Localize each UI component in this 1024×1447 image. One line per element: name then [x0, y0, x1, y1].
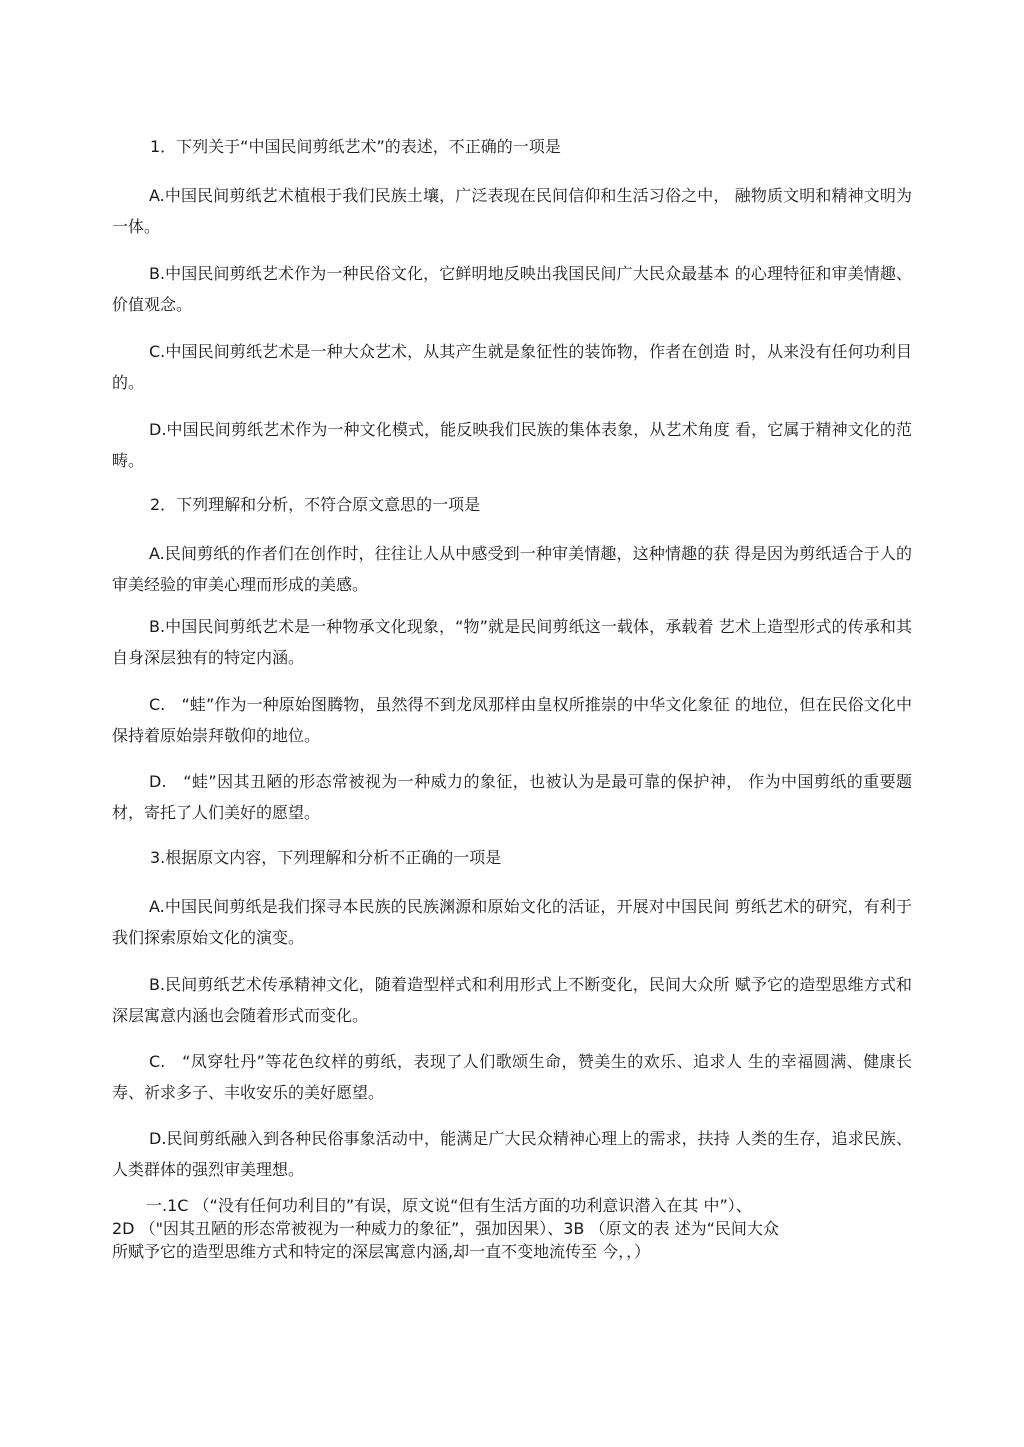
question-3-option-b: B.民间剪纸艺术传承精神文化，随着造型样式和利用形式上不断变化，民间大众所 赋予它的造型思维方式和深层寓意内涵也会随着形式而变化。 — [112, 975, 912, 1025]
question-3-option-c: C. “凤穿牡丹”等花色纹样的剪纸，表现了人们歌颂生命，赞美生的欢乐、追求人 生的幸福圆满、健康长寿、祈求多子、丰收安乐的美好愿望。 — [112, 1052, 912, 1102]
question-1-option-c: C.中国民间剪纸艺术是一种大众艺术，从其产生就是象征性的装饰物，作者在创造 时，从来没有任何功利目的。 — [112, 342, 912, 392]
question-2-title: 2．下列理解和分析，不符合原文意思的一项是 — [150, 495, 481, 514]
answer-line-2: 2D （"因其丑陋的形态常被视为一种威力的象征”，强加因果）、3B （原文的表 述为“民间大众 — [112, 1219, 779, 1238]
question-2-option-b: B.中国民间剪纸艺术是一种物承文化现象，“物”就是民间剪纸这一载体，承载着 艺术上造型形式的传承和其自身深层独有的特定内涵。 — [112, 617, 912, 667]
question-3-title: 3.根据原文内容，下列理解和分析不正确的一项是 — [150, 848, 502, 867]
question-2-option-d: D. “蛙”因其丑陋的形态常被视为一种威力的象征，也被认为是最可靠的保护神， 作为中国剪纸的重要题材，寄托了人们美好的愿望。 — [112, 772, 912, 822]
answer-key — [112, 1194, 912, 1263]
question-1-option-b: B.中国民间剪纸艺术作为一种民俗文化，它鲜明地反映出我国民间广大民众最基本 的心理特征和审美情趣、价值观念。 — [112, 264, 912, 314]
question-2-option-a: A.民间剪纸的作者们在创作时，往往让人从中感受到一种审美情趣，这种情趣的获 得是因为剪纸适合于人的审美经验的审美心理而形成的美感。 — [112, 544, 912, 594]
question-1-title: 1．下列关于“中国民间剪纸艺术”的表述，不正确的一项是 — [150, 137, 561, 156]
question-3-option-d: D.民间剪纸融入到各种民俗事象活动中，能满足广大民众精神心理上的需求，扶持 人类的生存，追求民族、人类群体的强烈审美理想。 — [112, 1129, 912, 1179]
question-1-option-a: A.中国民间剪纸艺术植根于我们民族土壤，广泛表现在民间信仰和生活习俗之中， 融物质文明和精神文明为一体。 — [112, 186, 912, 236]
answer-line-1: 一.1C （“没有任何功利目的”有误，原文说“但有生活方面的功利意识潜入在其 中”）、 — [146, 1196, 752, 1215]
question-3-option-a: A.中国民间剪纸是我们探寻本民族的民族渊源和原始文化的活证，开展对中国民间 剪纸艺术的研究，有利于我们探索原始文化的演变。 — [112, 897, 912, 947]
answer-line-3: 所赋予它的造型思维方式和特定的深层寓意内涵,却一直不变地流传至 今，，） — [112, 1242, 651, 1261]
question-1-option-d: D.中国民间剪纸艺术作为一种文化模式，能反映我们民族的集体表象，从艺术角度 看，它属于精神文化的范畴。 — [112, 420, 912, 470]
question-2-option-c: C. “蛙”作为一种原始图腾物，虽然得不到龙凤那样由皇权所推崇的中华文化象征 的地位，但在民俗文化中保持着原始崇拜敬仰的地位。 — [112, 695, 912, 745]
